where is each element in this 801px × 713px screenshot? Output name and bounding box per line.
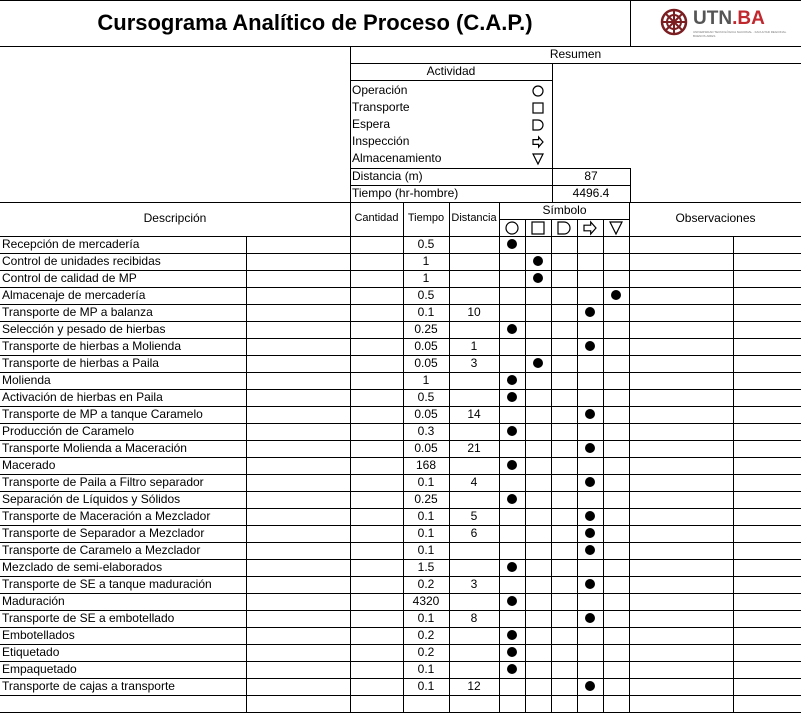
symbol-dot (507, 375, 517, 385)
row-description: Transporte de Separador a Mezclador (2, 526, 205, 540)
row-description: Transporte de hierbas a Paila (2, 356, 159, 370)
row-tiempo: 0.2 (417, 628, 435, 642)
row-tiempo: 0.05 (414, 407, 438, 421)
utn-logo (631, 0, 801, 46)
arrow-right-icon (532, 136, 544, 148)
logo-text-accent: .BA (732, 8, 765, 29)
summary-header: Resumen (549, 47, 602, 61)
row-description: Transporte de SE a embotellado (2, 611, 175, 625)
row-tiempo: 0.25 (414, 322, 438, 336)
symbol-dot (507, 324, 517, 334)
row-description: Mezclado de semi-elaborados (2, 560, 163, 574)
symbol-dot (585, 545, 595, 555)
row-description: Embotellados (2, 628, 75, 642)
row-description: Transporte Molienda a Maceración (2, 441, 187, 455)
triangle-down-icon (609, 221, 623, 235)
square-icon (532, 102, 544, 114)
symbol-dot (585, 579, 595, 589)
symbol-dot (507, 630, 517, 640)
row-tiempo: 0.05 (414, 356, 438, 370)
row-tiempo: 0.5 (417, 390, 435, 404)
row-distancia: 10 (467, 305, 481, 319)
row-distancia: 1 (470, 339, 478, 353)
row-tiempo: 1 (422, 373, 430, 387)
row-description: Macerado (2, 458, 56, 472)
row-description: Transporte de SE a tanque maduración (2, 577, 212, 591)
symbol-dot (585, 613, 595, 623)
symbol-dot (507, 460, 517, 470)
row-tiempo: 0.2 (417, 577, 435, 591)
row-tiempo: 168 (415, 458, 437, 472)
logo-subtitle: UNIVERSIDAD TECNOLÓGICA NACIONAL · FACULTAD REGIONAL BUENOS AIRES (693, 30, 787, 38)
row-tiempo: 0.25 (414, 492, 438, 506)
utn-emblem-icon (659, 7, 689, 37)
row-tiempo: 0.1 (417, 305, 435, 319)
row-description: Maduración (2, 594, 65, 608)
row-tiempo: 0.5 (417, 237, 435, 251)
row-description: Transporte de MP a tanque Caramelo (2, 407, 203, 421)
row-distancia: 8 (470, 611, 478, 625)
row-tiempo: 1.5 (417, 560, 435, 574)
col-header-tiempo: Tiempo (407, 212, 445, 224)
row-distancia: 6 (470, 526, 478, 540)
symbol-dot (585, 443, 595, 453)
symbol-dot (507, 664, 517, 674)
row-description: Transporte de Caramelo a Mezclador (2, 543, 201, 557)
row-tiempo: 0.1 (417, 543, 435, 557)
circle-icon (532, 85, 544, 97)
distance-total: 87 (584, 169, 598, 183)
row-distancia: 3 (470, 577, 478, 591)
symbol-dot (585, 307, 595, 317)
row-distancia: 14 (467, 407, 481, 421)
row-description: Selección y pesado de hierbas (2, 322, 166, 336)
row-tiempo: 0.1 (417, 526, 435, 540)
activity-header: Actividad (426, 64, 476, 78)
row-tiempo: 0.2 (417, 645, 435, 659)
row-description: Transporte de Maceración a Mezclador (2, 509, 211, 523)
row-tiempo: 0.1 (417, 679, 435, 693)
symbol-dot (533, 273, 543, 283)
arrow-right-icon (583, 221, 597, 235)
row-description: Molienda (2, 373, 51, 387)
row-description: Producción de Caramelo (2, 424, 135, 438)
row-description: Transporte de MP a balanza (2, 305, 153, 319)
d-shape-icon (557, 221, 571, 235)
row-tiempo: 0.05 (414, 441, 438, 455)
symbol-dot (507, 392, 517, 402)
d-shape-icon (532, 119, 544, 131)
row-description: Transporte de hierbas a Molienda (2, 339, 181, 353)
row-distancia: 12 (467, 679, 481, 693)
row-distancia: 5 (470, 509, 478, 523)
symbol-dot (585, 341, 595, 351)
activity-label: Almacenamiento (352, 151, 442, 165)
symbol-dot (533, 358, 543, 368)
row-description: Activación de hierbas en Paila (2, 390, 163, 404)
activity-label: Operación (352, 83, 408, 97)
symbol-dot (507, 239, 517, 249)
symbol-dot (507, 647, 517, 657)
symbol-dot (585, 528, 595, 538)
row-description: Control de calidad de MP (2, 271, 137, 285)
row-description: Separación de Líquidos y Sólidos (2, 492, 181, 506)
col-header-observaciones: Observaciones (675, 211, 756, 225)
row-tiempo: 0.1 (417, 475, 435, 489)
row-tiempo: 0.1 (417, 611, 435, 625)
symbol-dot (507, 426, 517, 436)
row-tiempo: 0.05 (414, 339, 438, 353)
col-header-simbolo: Símbolo (542, 203, 587, 217)
row-distancia: 21 (467, 441, 481, 455)
symbol-dot (507, 494, 517, 504)
col-header-descripcion: Descripción (143, 211, 207, 225)
symbol-dot (533, 256, 543, 266)
col-header-distancia: Distancia (451, 212, 497, 224)
square-icon (531, 221, 545, 235)
activity-label: Transporte (352, 100, 410, 114)
row-description: Transporte de cajas a transporte (2, 679, 175, 693)
activity-label: Espera (352, 117, 391, 131)
time-label: Tiempo (hr-hombre) (352, 186, 459, 200)
row-description: Empaquetado (2, 662, 77, 676)
circle-icon (505, 221, 519, 235)
row-tiempo: 1 (422, 254, 430, 268)
symbol-dot (585, 511, 595, 521)
row-description: Transporte de Paila a Filtro separador (2, 475, 204, 489)
symbol-dot (585, 477, 595, 487)
row-description: Recepción de mercadería (2, 237, 140, 251)
activity-label: Inspección (352, 134, 410, 148)
page-title: Cursograma Analítico de Proceso (C.A.P.) (97, 10, 533, 35)
row-description: Almacenaje de mercadería (2, 288, 146, 302)
symbol-dot (585, 409, 595, 419)
col-header-cantidad: Cantidad (354, 212, 399, 224)
symbol-dot (585, 681, 595, 691)
symbol-dot (611, 290, 621, 300)
symbol-dot (507, 596, 517, 606)
row-tiempo: 0.1 (417, 509, 435, 523)
row-tiempo: 0.3 (417, 424, 435, 438)
row-tiempo: 1 (422, 271, 430, 285)
triangle-down-icon (532, 153, 544, 165)
row-description: Control de unidades recibidas (2, 254, 161, 268)
row-tiempo: 4320 (412, 594, 440, 608)
distance-label: Distancia (m) (352, 169, 423, 183)
row-distancia: 3 (470, 356, 478, 370)
logo-text-main: UTN (693, 8, 733, 29)
row-tiempo: 0.1 (417, 662, 435, 676)
time-total: 4496.4 (572, 186, 610, 200)
symbol-dot (507, 562, 517, 572)
row-tiempo: 0.5 (417, 288, 435, 302)
row-distancia: 4 (470, 475, 478, 489)
row-description: Etiquetado (2, 645, 60, 659)
